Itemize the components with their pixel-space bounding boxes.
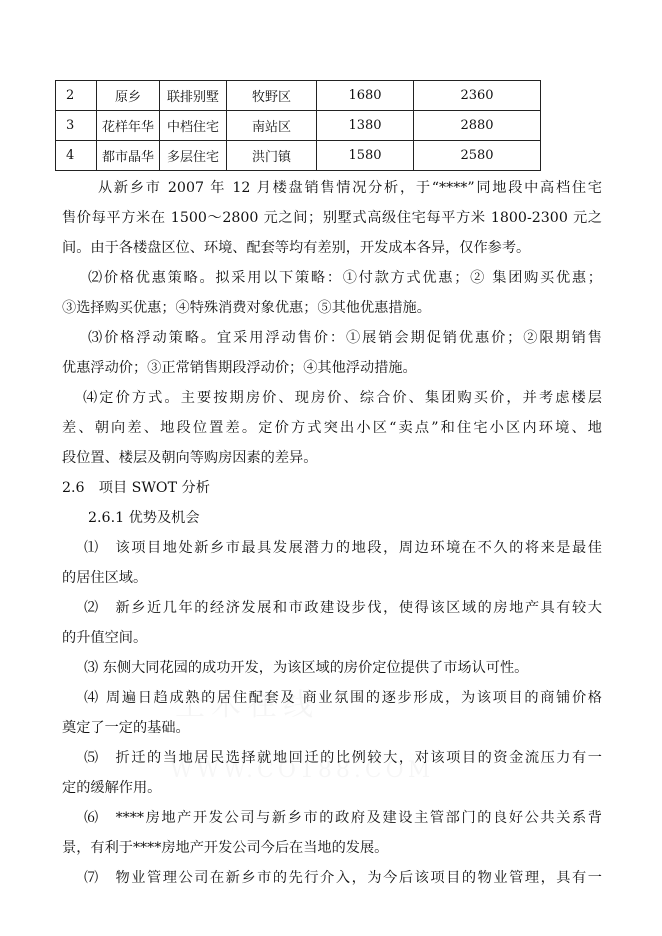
list-item-line: 奠定了一定的基础。 — [62, 720, 190, 736]
table-row — [56, 111, 541, 141]
list-item-line: ⑷ 周遍日趋成熟的居住配套及 商业氛围的逐步形成，为该项目的商铺价格 — [84, 690, 602, 706]
paragraph-line: 差、朝向差、地段位置差。定价方式突出小区“卖点”和住宅小区内环境、地 — [62, 420, 602, 436]
paragraph-line: 间。由于各楼盘区位、环境、配套等均有差别，开发成本各异，仅作参考。 — [62, 240, 531, 256]
paragraph-line: 从新乡市 2007 年 12 月楼盘销售情况分析，于“****”同地段中高档住宅 — [98, 180, 602, 196]
list-item-line: ⑹ ****房地产开发公司与新乡市的政府及建设主管部门的良好公共关系背 — [84, 810, 602, 826]
paragraph-line: ⑶价格浮动策略。宜采用浮动售价：①展销会期促销优惠价；②限期销售 — [88, 330, 602, 346]
table-cell: 联排别墅 — [160, 81, 227, 111]
paragraph-line: ③选择购买优惠；④特殊消费对象优惠；⑤其他优惠措施。 — [62, 300, 431, 316]
list-item-line: ⑸ 折迁的当地居民选择就地回迁的比例较大，对该项目的资金流压力有一 — [84, 750, 602, 766]
list-item-line: 的居住区域。 — [62, 570, 148, 586]
subsection-heading: 2.6.1 优势及机会 — [88, 510, 200, 526]
list-item-line: ⑵ 新乡近几年的经济发展和市政建设步伐，使得该区域的房地产具有较大 — [84, 600, 602, 616]
list-item-line: ⑶ 东侧大同花园的成功开发，为该区域的房价定位提供了市场认可性。 — [84, 660, 529, 676]
table-cell: 2 — [56, 81, 97, 111]
table-cell: 1580 — [317, 141, 414, 171]
list-item-line: ⑴ 该项目地处新乡市最具发展潜力的地段，周边环境在不久的将来是最佳 — [84, 540, 602, 556]
table-cell: 2580 — [414, 141, 541, 171]
table-row — [56, 141, 541, 171]
table-cell: 都市晶华 — [97, 141, 160, 171]
table-cell: 1380 — [317, 111, 414, 141]
paragraph-line: ⑵价格优惠策略。拟采用以下策略：①付款方式优惠；② 集团购买优惠； — [88, 270, 602, 286]
table-cell: 2880 — [414, 111, 541, 141]
table-cell: 洪门镇 — [227, 141, 317, 171]
table-cell: 南站区 — [227, 111, 317, 141]
paragraph-line: 售价每平方米在 1500～2800 元之间；别墅式高级住宅每平方米 1800-2300 元之 — [62, 210, 602, 226]
table-row — [56, 81, 541, 111]
price-table — [55, 80, 541, 171]
list-item-line: 定的缓解作用。 — [62, 780, 162, 796]
paragraph-line: 优惠浮动价；③正常销售期段浮动价；④其他浮动措施。 — [62, 360, 417, 376]
section-heading: 2.6 项目 SWOT 分析 — [62, 480, 210, 496]
list-item-line: 景，有利于****房地产开发公司今后在当地的发展。 — [62, 840, 389, 856]
table-cell: 多层住宅 — [160, 141, 227, 171]
table-cell: 中档住宅 — [160, 111, 227, 141]
list-item-line: ⑺ 物业管理公司在新乡市的先行介入，为今后该项目的物业管理，具有一 — [84, 870, 602, 886]
table-cell: 4 — [56, 141, 97, 171]
table-cell: 1680 — [317, 81, 414, 111]
table-cell: 2360 — [414, 81, 541, 111]
table-cell: 3 — [56, 111, 97, 141]
list-item-line: 的升值空间。 — [62, 630, 148, 646]
table-cell: 花样年华 — [97, 111, 160, 141]
table-cell: 原乡 — [97, 81, 160, 111]
paragraph-line: ⑷定价方式。主要按期房价、现房价、综合价、集团购买价，并考虑楼层 — [83, 390, 602, 406]
paragraph-line: 段位置、楼层及朝向等购房因素的差异。 — [62, 450, 318, 466]
table-cell: 牧野区 — [227, 81, 317, 111]
